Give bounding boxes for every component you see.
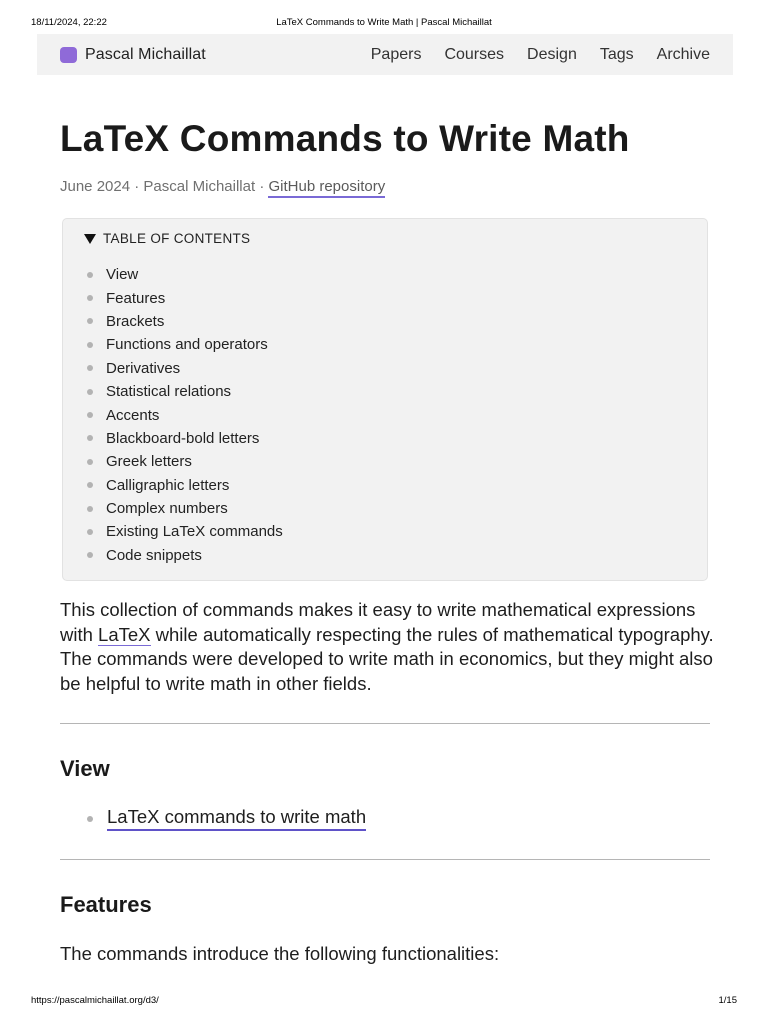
print-url: https://pascalmichaillat.org/d3/ <box>31 995 159 1006</box>
toc-item[interactable] <box>84 357 283 380</box>
toc-item[interactable] <box>84 403 283 426</box>
brand-name: Pascal Michaillat <box>85 45 206 63</box>
meta-separator: · <box>259 178 265 195</box>
toc-item-label: Statistical relations <box>106 383 232 401</box>
toc-item-label: Calligraphic letters <box>106 476 230 494</box>
table-of-contents <box>62 218 708 581</box>
bullet-icon <box>87 435 93 441</box>
bullet-icon <box>87 482 93 488</box>
section-heading-view: View <box>60 756 110 781</box>
print-page-number: 1/15 <box>718 995 737 1006</box>
nav-link-archive[interactable]: Archive <box>656 45 710 63</box>
section-divider <box>60 859 710 860</box>
intro-text-end: while automatically respecting the rules of mathematical typography. The commands were developed to write math in economics, but they might also be helpful to write math in other fields. <box>60 623 714 695</box>
article-author: Pascal Michaillat <box>143 178 256 195</box>
bullet-icon <box>87 412 93 418</box>
bullet-icon <box>87 459 93 465</box>
toc-item-label: Brackets <box>106 312 165 330</box>
github-repository-link[interactable]: GitHub repository <box>268 178 385 198</box>
nav-link-courses[interactable]: Courses <box>444 45 505 63</box>
bullet-icon <box>87 506 93 512</box>
toc-heading: TABLE OF CONTENTS <box>103 231 251 246</box>
latex-link[interactable]: LaTeX <box>98 623 151 645</box>
nav-link-papers[interactable]: Papers <box>370 45 422 63</box>
section-heading-features: Features <box>60 892 152 917</box>
toc-item-label: Blackboard-bold letters <box>106 429 260 447</box>
article-date: June 2024 <box>60 178 131 195</box>
view-list <box>84 806 366 831</box>
view-commands-link[interactable]: LaTeX commands to write math <box>107 806 366 831</box>
nav-link-design[interactable]: Design <box>527 45 577 63</box>
bullet-icon <box>87 389 93 395</box>
disclosure-triangle-icon <box>84 234 96 244</box>
toc-item[interactable] <box>84 380 283 403</box>
bullet-icon <box>87 529 93 535</box>
toc-item[interactable] <box>84 310 283 333</box>
list-item <box>84 806 366 831</box>
print-doc-title: LaTeX Commands to Write Math | Pascal Michaillat <box>276 17 492 28</box>
bullet-icon <box>87 365 93 371</box>
toc-item[interactable] <box>84 286 283 309</box>
toc-item[interactable] <box>84 474 283 497</box>
bullet-icon <box>87 295 93 301</box>
toc-item-label: Existing LaTeX commands <box>106 523 283 541</box>
page-title: LaTeX Commands to Write Math <box>60 118 630 159</box>
toc-item-label: View <box>106 266 139 284</box>
brand-link[interactable] <box>60 34 206 75</box>
toc-item-label: Code snippets <box>106 546 202 564</box>
toc-item[interactable] <box>84 450 283 473</box>
toc-list <box>84 263 283 567</box>
toc-item-label: Accents <box>106 406 160 424</box>
bullet-icon <box>87 318 93 324</box>
nav-links <box>348 34 710 75</box>
toc-item[interactable] <box>84 427 283 450</box>
print-datetime: 18/11/2024, 22:22 <box>31 17 107 28</box>
features-intro-text: The commands introduce the following functionalities: <box>60 943 500 964</box>
toc-item[interactable] <box>84 520 283 543</box>
toc-item-label: Complex numbers <box>106 500 228 518</box>
bullet-icon <box>87 272 93 278</box>
site-navbar <box>37 34 733 75</box>
meta-separator: · <box>134 178 140 195</box>
toc-item-label: Greek letters <box>106 453 192 471</box>
toc-item[interactable] <box>84 497 283 520</box>
section-divider <box>60 723 710 724</box>
intro-text-start: This collection of commands makes it easy to write mathematical expressions with <box>60 599 696 645</box>
toc-toggle[interactable] <box>84 231 250 246</box>
article-meta <box>60 178 385 195</box>
brand-logo-icon <box>60 47 77 63</box>
bullet-icon <box>87 552 93 558</box>
bullet-icon <box>87 816 93 822</box>
toc-item-label: Derivatives <box>106 359 181 377</box>
toc-item[interactable] <box>84 544 283 567</box>
toc-item-label: Functions and operators <box>106 336 268 354</box>
bullet-icon <box>87 342 93 348</box>
nav-link-tags[interactable]: Tags <box>599 45 634 63</box>
toc-item-label: Features <box>106 289 166 307</box>
intro-paragraph <box>60 598 720 697</box>
toc-item[interactable] <box>84 263 283 286</box>
toc-item[interactable] <box>84 333 283 356</box>
